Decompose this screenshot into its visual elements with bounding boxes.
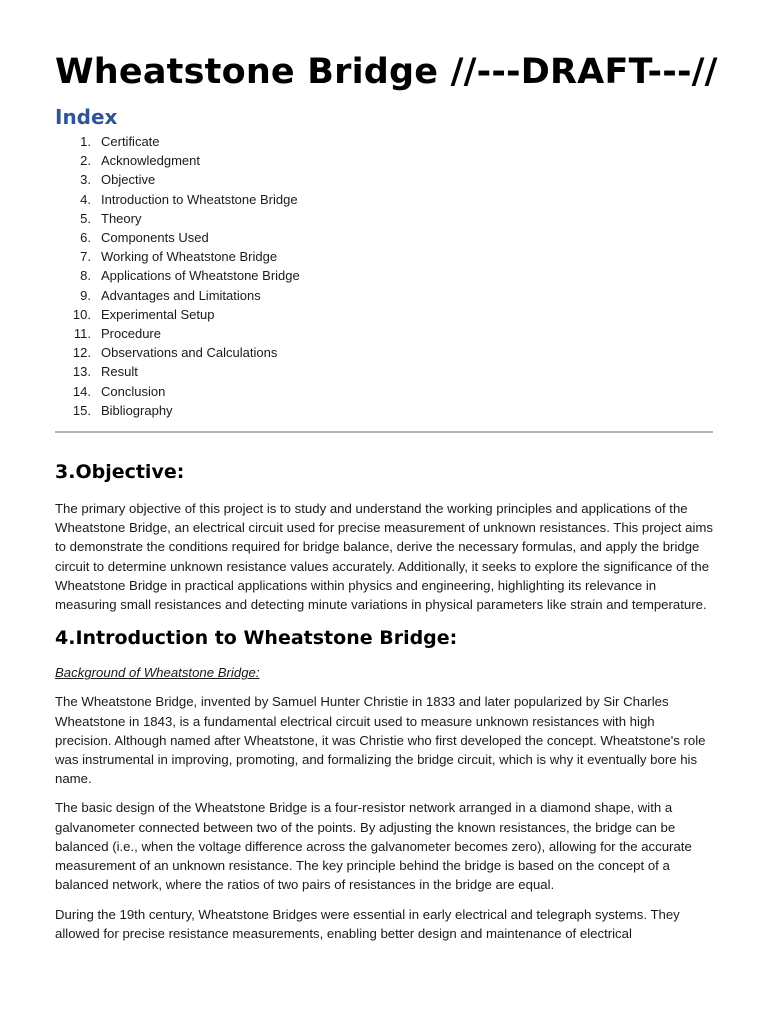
- index-item-number: 15.: [72, 402, 91, 418]
- index-heading: Index: [55, 105, 118, 129]
- index-item-label: Bibliography: [101, 402, 173, 418]
- introduction-paragraph: The basic design of the Wheatstone Bridge is a four-resistor network arranged in a diamond shape, with a galvanometer connected between two of the points. By adjusting the known resistances, the bridge can be balanced (i.e., when the voltage difference across the galvanometer becomes zero), allowing for the accurate measurement of an unknown resistance. The key principle behind the bridge is based on the concept of a balanced network, where the ratios of two pairs of resistances in the bridge are equal.: [55, 800, 692, 893]
- index-item-label: Components Used: [101, 230, 209, 246]
- index-item-number: 13.: [72, 364, 91, 380]
- index-item: [55, 401, 713, 420]
- index-item-label: Acknowledgment: [101, 153, 200, 169]
- index-item-number: 14.: [72, 383, 91, 399]
- index-item-number: 4.: [80, 191, 91, 207]
- index-item: [55, 209, 713, 228]
- index-item-number: 10.: [72, 306, 91, 322]
- index-item-number: 2.: [80, 153, 91, 169]
- index-item-label: Applications of Wheatstone Bridge: [101, 268, 300, 284]
- index-item-label: Observations and Calculations: [101, 345, 278, 361]
- introduction-heading: 4.Introduction to Wheatstone Bridge:: [55, 627, 458, 650]
- document-page: [55, 0, 718, 943]
- index-item: [55, 343, 713, 362]
- index-item: [55, 362, 713, 381]
- index-item-label: Working of Wheatstone Bridge: [101, 249, 278, 265]
- index-item-number: 12.: [72, 345, 91, 361]
- introduction-paragraph: During the 19th century, Wheatstone Bridges were essential in early electrical and telegraph systems. They allowed for precise resistance measurements, enabling better design and maintenance of electrical: [55, 906, 680, 941]
- index-item-label: Experimental Setup: [101, 306, 215, 322]
- index-item: [55, 382, 713, 401]
- index-item: [55, 305, 713, 324]
- index-item-number: 7.: [80, 249, 91, 265]
- index-item-number: 9.: [80, 287, 91, 303]
- index-item-number: 5.: [80, 210, 91, 226]
- index-item: [55, 170, 713, 189]
- index-item-number: 11.: [73, 326, 91, 342]
- index-item: [55, 286, 713, 305]
- index-item-number: 3.: [80, 172, 91, 188]
- index-item: [55, 247, 713, 266]
- index-item: [55, 190, 713, 209]
- index-item: [55, 151, 713, 170]
- objective-heading: 3.Objective:: [55, 461, 185, 484]
- index-item-number: 6.: [80, 230, 91, 246]
- objective-paragraph: The primary objective of this project is to study and understand the working principles and applications of the Wheatstone Bridge, an electrical circuit used for precise measurement of unknown resistances. This project aims to demonstrate the conditions required for bridge balance, derive the necessary formulas, and apply the bridge circuit to determine unknown resistance values accurately. Additionally, it seeks to explore the significance of the Wheatstone Bridge in practical applications within physics and engineering, highlighting its relevance in measuring small resistances and detecting minute variations in physical parameters like strain and temperature.: [55, 501, 713, 613]
- index-item-label: Conclusion: [101, 383, 166, 399]
- index-item-label: Theory: [101, 210, 142, 226]
- index-item-label: Procedure: [101, 326, 161, 342]
- index-item-label: Advantages and Limitations: [101, 287, 261, 303]
- index-item-number: 1.: [80, 134, 91, 149]
- index-item-number: 8.: [80, 268, 91, 284]
- index-item-label: Objective: [101, 172, 156, 188]
- index-item: [55, 266, 713, 285]
- index-item-label: Certificate: [101, 134, 160, 149]
- index-item-label: Introduction to Wheatstone Bridge: [101, 191, 298, 207]
- index-item: [55, 324, 713, 343]
- introduction-paragraph: The Wheatstone Bridge, invented by Samuel Hunter Christie in 1833 and later popularized by Sir Charles Wheatstone in 1843, is a fundamental electrical circuit used to measure unknown resistances with high precision. Although named after Wheatstone, it was Christie who first developed the concept. Wheatstone's role was instrumental in improving, promoting, and formalizing the bridge circuit, which is why it eventually bore his name.: [55, 694, 706, 787]
- index-item: [55, 132, 713, 151]
- document-title: Wheatstone Bridge //---DRAFT---//: [55, 52, 718, 92]
- background-subheading: Background of Wheatstone Bridge:: [55, 665, 260, 681]
- index-item: [55, 228, 713, 247]
- index-item-label: Result: [101, 364, 138, 380]
- section-divider: [55, 431, 713, 433]
- index-list: [55, 132, 713, 420]
